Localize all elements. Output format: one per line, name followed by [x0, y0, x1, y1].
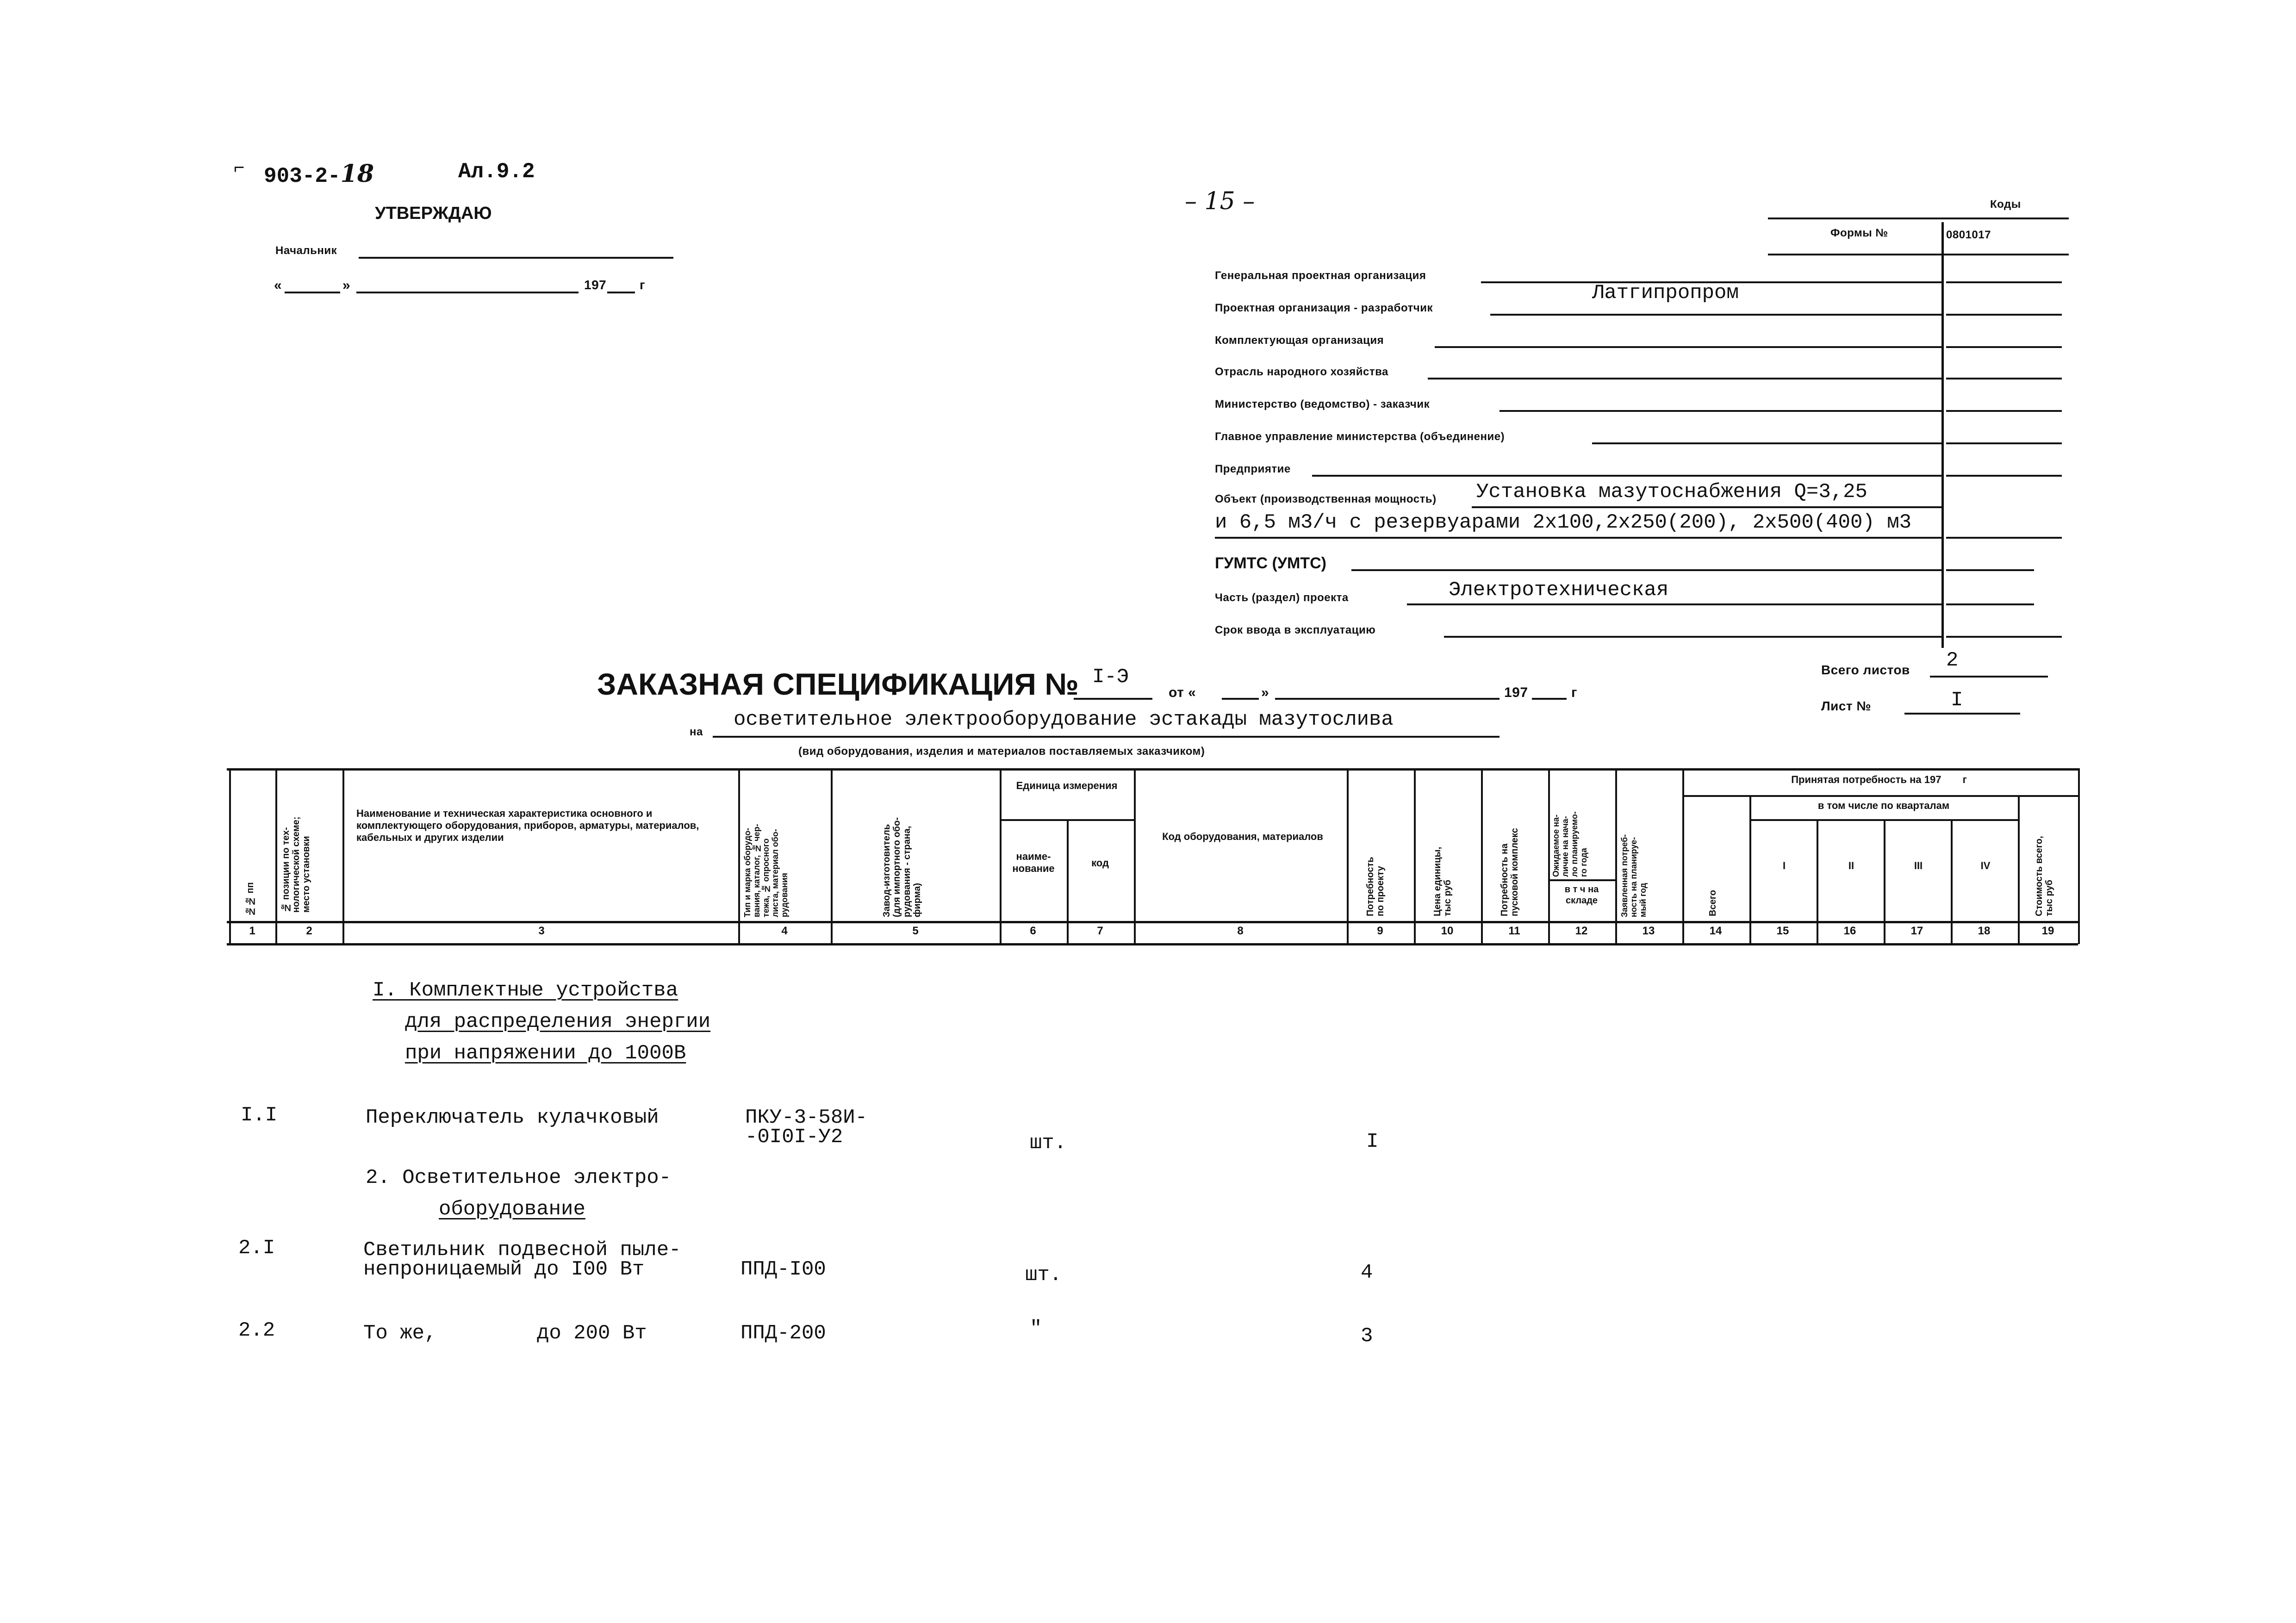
row-name-b: до 200 Вт — [537, 1322, 647, 1345]
section-2-line2: оборудование — [439, 1198, 585, 1221]
hdr-col6: наиме-нование — [1012, 851, 1055, 874]
col-num: 6 — [1030, 925, 1036, 937]
stock-subline — [1548, 879, 1615, 881]
spec-month-line — [1275, 698, 1500, 700]
deadline-label: Срок ввода в эксплуатацию — [1215, 624, 1376, 636]
codes-title: Коды — [1990, 198, 2021, 211]
col-divider — [342, 768, 344, 944]
col-divider — [1067, 819, 1069, 944]
col-divider — [1951, 819, 1953, 944]
gumts-code-line — [1946, 569, 2034, 571]
object-line2 — [1215, 537, 1941, 539]
org-label: Отрасль народного хозяйства — [1215, 366, 1388, 378]
sheet-value: I — [1951, 689, 1963, 712]
hdr-col19: Стоимость всего, тыс руб — [2034, 836, 2054, 916]
row-unit: " — [1030, 1317, 1042, 1340]
table-bottom-line — [227, 943, 2078, 945]
spec-note: (вид оборудования, изделия и материалов поставляемых заказчиком) — [798, 745, 1205, 758]
page-number: – 15 – — [1185, 187, 1255, 215]
org-line — [1500, 410, 1941, 412]
col-num: 18 — [1978, 925, 1991, 937]
chief-label: Начальник — [275, 244, 337, 257]
object-value-line2: и 6,5 м3/ч с резервуарами 2х100,2х250(200), 2х500(400) м3 — [1215, 511, 1912, 534]
row-name: Переключатель кулачковый — [366, 1106, 659, 1129]
doc-code-handwritten: 18 — [340, 160, 374, 188]
col-num: 17 — [1910, 925, 1923, 937]
row-no: 2.2 — [238, 1319, 275, 1342]
col-num: 16 — [1843, 925, 1856, 937]
spec-year-line — [1532, 698, 1567, 700]
org-label: Генеральная проектная организация — [1215, 269, 1426, 282]
code-line — [1946, 378, 2062, 379]
col-num: 2 — [306, 925, 312, 937]
hdr-col1: №№ пп — [245, 882, 255, 916]
spec-subject: осветительное электрооборудование эстакады мазутослива — [734, 708, 1394, 731]
org-label: Комплектующая организация — [1215, 334, 1384, 347]
org-label: Главное управление министерства (объединение) — [1215, 430, 1505, 443]
col-num: 1 — [249, 925, 255, 937]
row-name-a: То же, — [363, 1322, 437, 1345]
code-line — [1946, 281, 2062, 283]
section-2-line1 — [366, 1166, 671, 1189]
row-type-line2: -0I0I-У2 — [745, 1126, 843, 1149]
table-top-line — [227, 768, 2078, 771]
col-num: 8 — [1237, 925, 1244, 937]
row-name-line2: непроницаемый до I00 Вт — [363, 1258, 645, 1281]
table-numbers-line — [227, 921, 2078, 923]
section-2-line1-text: 2. Осветительное электро- — [366, 1166, 672, 1189]
chief-line — [359, 257, 673, 259]
col-divider — [1000, 768, 1002, 944]
date-year-line — [607, 292, 635, 293]
doc-code — [264, 160, 374, 188]
org-line — [1490, 314, 1941, 316]
col-num: 13 — [1642, 925, 1655, 937]
code-line — [1946, 346, 2062, 348]
col-divider — [1548, 768, 1550, 944]
object-label: Объект (производственная мощность) — [1215, 493, 1437, 505]
spec-g: г — [1571, 685, 1577, 700]
hdr-col5: Завод-изготовитель (для импортного обо- рудования - страна, фирма) — [882, 817, 922, 917]
hdr-col12: Ожидаемое на- личие на нача- ло планируемо- го года — [1551, 811, 1588, 877]
part-value: Электротехническая — [1449, 578, 1669, 602]
col-divider — [1884, 819, 1885, 944]
gumts-line — [1351, 569, 1941, 571]
col-divider — [1615, 768, 1617, 944]
org-line — [1312, 475, 1941, 477]
spec-na: на — [690, 726, 703, 738]
object-code-line — [1946, 537, 2062, 539]
accepted-subline — [1682, 795, 2078, 797]
section-1-line1: I. Комплектные устройства — [373, 979, 678, 1002]
row-no: 2.I — [238, 1237, 275, 1260]
row-type-line1: ПКУ-3-58И- — [745, 1106, 868, 1129]
hdr-q2: II — [1848, 860, 1854, 871]
col-num: 3 — [538, 925, 545, 937]
code-line — [1946, 410, 2062, 412]
org-line — [1428, 378, 1941, 379]
col-divider — [1134, 768, 1136, 944]
hdr-q4: IV — [1980, 860, 1991, 871]
col-divider — [1481, 768, 1483, 944]
hdr-col11: Потребность на пусковой комплекс — [1500, 828, 1520, 916]
hdr-q3: III — [1914, 860, 1923, 871]
total-sheets-value: 2 — [1946, 649, 1959, 672]
sheet-label: Лист № — [1821, 699, 1872, 713]
form-value: 0801017 — [1946, 229, 1991, 241]
col-divider — [229, 768, 231, 944]
date-quote-open: « — [274, 278, 282, 293]
object-line1 — [1472, 506, 1941, 508]
col-divider — [2078, 768, 2080, 944]
spec-number: I-Э — [1092, 665, 1129, 689]
col-divider — [275, 768, 277, 944]
code-line — [1946, 442, 2062, 444]
col-num: 14 — [1709, 925, 1722, 937]
org-line — [1435, 346, 1941, 348]
col-divider — [738, 768, 740, 944]
col-num: 12 — [1575, 925, 1588, 937]
col-num: 9 — [1377, 925, 1383, 937]
col-num: 15 — [1776, 925, 1789, 937]
col-divider — [1414, 768, 1416, 944]
hdr-accepted-label: Принятая потребность на 197 — [1791, 774, 1941, 785]
row-no: I.I — [241, 1104, 278, 1127]
hdr-col9: Потребность по проекту — [1365, 857, 1386, 916]
hdr-col3: Наименование и техническая характеристика основного и комплектующего оборудования, приборов, арматуры, материалов, кабельных и других изделии — [356, 808, 699, 843]
org-line — [1592, 442, 1941, 444]
section-title-line — [373, 979, 678, 1002]
org-value: Латгипропром — [1592, 281, 1739, 305]
col-num: 10 — [1441, 925, 1454, 937]
spec-ot: от « — [1169, 685, 1196, 700]
col-num: 5 — [912, 925, 919, 937]
total-sheets-label: Всего листов — [1821, 663, 1910, 677]
row-qty: I — [1366, 1130, 1379, 1153]
hdr-accepted — [1712, 774, 2046, 786]
col-divider — [831, 768, 833, 944]
hdr-quarters: в том числе по кварталам — [1817, 800, 1950, 811]
spec-title: ЗАКАЗНАЯ СПЕЦИФИКАЦИЯ № — [597, 667, 1079, 701]
date-year: 197 — [584, 278, 607, 292]
col-num: 7 — [1097, 925, 1103, 937]
doc-code-printed: 903-2- — [264, 164, 341, 188]
hdr-accepted-g: г — [1962, 774, 1967, 785]
date-day-line — [285, 292, 340, 293]
code-line — [1946, 314, 2062, 316]
row-unit: шт. — [1030, 1132, 1067, 1155]
col-divider — [2018, 795, 2020, 944]
object-value-line1: Установка мазутоснабжения Q=3,25 — [1476, 480, 1867, 504]
spec-close: » — [1261, 685, 1269, 700]
part-label: Часть (раздел) проекта — [1215, 591, 1349, 604]
col-num: 4 — [781, 925, 788, 937]
hdr-col12b: в т ч на складе — [1564, 884, 1599, 906]
date-g: г — [640, 278, 646, 292]
hdr-col13: Заявленная потреб- ность на планируе- мый год — [1620, 834, 1648, 917]
gumts-label: ГУМТС (УМТС) — [1215, 554, 1326, 572]
part-code-line — [1946, 603, 2034, 605]
sheet-line — [1904, 713, 2020, 715]
col-num: 19 — [2041, 925, 2054, 937]
deadline-code-line — [1946, 636, 2062, 638]
form-line — [1768, 254, 2069, 255]
hdr-col8: Код оборудования, материалов — [1162, 831, 1323, 842]
date-quote-close: » — [342, 278, 351, 293]
section-1-line2: для распределения энергии — [405, 1010, 711, 1033]
hdr-col14: Всего — [1708, 890, 1718, 916]
spec-number-line — [1074, 698, 1152, 700]
deadline-line — [1444, 636, 1941, 638]
section-1-line3: при напряжении до 1000В — [405, 1042, 686, 1065]
codes-top-line — [1768, 218, 2069, 219]
total-sheets-line — [1930, 676, 2048, 678]
row-type: ППД-200 — [740, 1322, 826, 1345]
hdr-col7: код — [1091, 857, 1109, 869]
album-ref: Ал.9.2 — [458, 160, 535, 184]
col-divider — [1682, 768, 1684, 944]
row-qty: 4 — [1361, 1261, 1373, 1284]
spec-year: 197 — [1504, 685, 1528, 700]
col-divider — [1347, 768, 1349, 944]
hdr-col67: Единица измерения — [1016, 780, 1118, 791]
row-name-line1: Светильник подвесной пыле- — [363, 1238, 681, 1262]
spec-subject-line — [713, 736, 1500, 738]
row-type: ППД-I00 — [740, 1258, 826, 1281]
org-label: Предприятие — [1215, 463, 1291, 475]
date-month-line — [356, 292, 579, 293]
col-divider — [1749, 795, 1751, 944]
part-line — [1407, 603, 1941, 605]
org-label: Проектная организация - разработчик — [1215, 302, 1433, 314]
col-num: 11 — [1508, 925, 1520, 937]
hdr-col4: Тип и марка оборудо- вания, каталог, № чер- тежа, № опросного листа, материал обо- рудования — [743, 824, 789, 917]
row-unit: шт. — [1025, 1263, 1062, 1287]
corner-mark: ⌐ — [234, 157, 245, 178]
hdr-q1: I — [1782, 860, 1786, 871]
code-line — [1946, 475, 2062, 477]
codes-divider — [1941, 222, 1944, 648]
col-divider — [1817, 819, 1818, 944]
hdr-col10: Цена единицы, тыс руб — [1432, 846, 1453, 916]
units-subline — [1000, 819, 1134, 821]
approve-label: УТВЕРЖДАЮ — [375, 204, 492, 223]
org-label: Министерство (ведомство) - заказчик — [1215, 398, 1430, 410]
spec-day-line — [1222, 698, 1259, 700]
form-label: Формы № — [1830, 227, 1888, 239]
row-qty: 3 — [1361, 1325, 1373, 1348]
quarters-subline — [1749, 819, 2018, 821]
hdr-col2: № позиции по тех- нологической схеме; место установки — [281, 816, 311, 913]
